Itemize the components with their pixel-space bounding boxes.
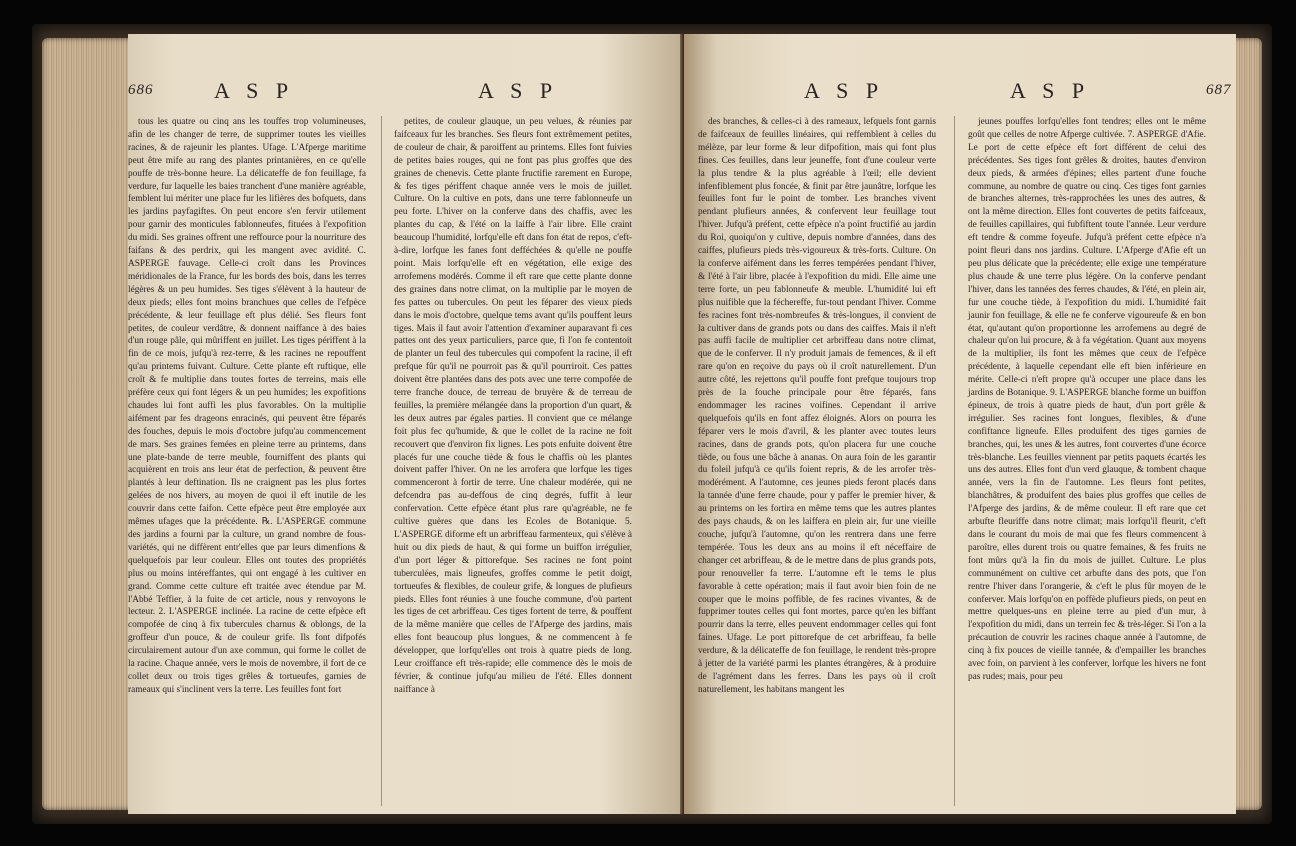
column-text: tous les quatre ou cinq ans les touffes trop volumineuses, afin de les changer de terre, de supprimer toutes les vieilles racines, & de rajeunir les plantes. Ufage. L'Afperge maritime peut être mife au rang des plantes printanières, en ce qu'elle pouffe de très-bonne heure. La délicateffe de fon feuillage, fa verdure, fur laquelle les baies tranchent d'une manière agréable, femblent lui mériter une place fur les lifières des bofquets, dans les jardins payfagiftes. On peut encore s'en fervir utilement pour garnir des monticules fablonneufes, fituées à l'expofition du midi. Ses graines offrent une reffource pour la nourriture des faifans & des perdrix, qui les mangent avec avidité. C. ASPERGE fauvage. Celle-ci croît dans les Provinces méridionales de la France, fur les bords des bois, dans les terres légères & un peu humides. Ses tiges s'élèvent à la hauteur de deux pieds; elles font moins branchues que celles de l'efpèce précédente, & leur feuillage eft plus délié. Ses fleurs font petites, de couleur verdâtre, & donnent naiffance à des baies d'un rouge pâle, qui mûriffent en juillet. Les tiges périffent à la fin de ce mois, jufqu'à rez-terre, & les racines ne repouffent qu'au printems fuivant. Culture. Cette plante eft ruftique, elle croît & fe multiplie dans toutes fortes de terreins, mais elle préfère ceux qui font légers & un peu humides; les expofitions chaudes lui font auffi les plus favorables. On la multiplie aifément par fes drageons enracinés, qui peuvent être féparés des fouches, depuis le mois d'octobre jufqu'au commencement de mars. Ses graines femées en pleine terre au printems, dans une plate-bande de terre meuble, fourniffent des plants qui acquièrent en trois ans leur état de perfection, & peuvent être plantés à leur deftination. Ils ne craignent pas les plus fortes gelées de nos hivers, au moyen de quoi il eft inutile de les couvrir dans cette faifon. Cette efpèce peut être employée aux mêmes ufages que la précédente. ℞. L'ASPERGE commune des jardins a fourni par la culture, un grand nombre de fous-variétés, qui ne diffèrent entr'elles que par leurs dimenfions & quelquefois par leur couleur. Elles ont toutes des propriétés plus ou moins intéreffantes, qui ont engagé à les cultiver en grand. Comme cette culture eft traitée avec étendue par M. l'Abbé Teffier, à la fuite de cet article, nous y renvoyons le lecteur. 2. L'ASPERGE inclinée. La racine de cette efpèce eft compofée de cinq à fix tubercules charnus & oblongs, de la groffeur d'un pouce, & de couleur grife. Ils font difpofés circulairement autour d'un axe commun, qui forme le collet de la racine. Chaque année, vers le mois de novembre, il fort de ce collet deux ou trois tiges grêles & tortueufes, garnies de rameaux qui s'inclinent vers la terre. Les feuilles font fort (128, 117, 366, 695)
column-text: jeunes pouffes lorfqu'elles font tendres; elles ont le même goût que celles de notre Afperge cultivée. 7. ASPERGE d'Afie. Le port de cette efpèce eft fort différent de celui des précédentes. Ses tiges font grêles & droites, hautes d'environ deux pieds, & armées d'épines; elles partent d'une fouche commune, au nombre de quatre ou cinq. Ces tiges font garnies de branches alternes, très-rapprochées les unes des autres, & ont la même direction. Elles font couvertes de petits faifceaux, de feuilles capillaires, qui fubfiftent toute l'année. Leur verdure eft tendre & comme foyeufe. Jufqu'à préfent cette efpèce n'a point fleuri dans nos jardins. Culture. L'Afperge d'Afie eft un peu plus délicate que la précédente; elle exige une température plus chaude & une terre plus légère. On la conferve pendant l'hiver, dans les tannées des ferres chaudes, & l'été, en plein air, fur une couche tiède, à l'expofition du midi. L'humidité fait jaunir fon feuillage, & elle ne fe conferve vigoureufe & en bon état, qu'autant qu'on proportionne les arrofemens au degré de chaleur qu'on lui procure, & à fa végétation. Quant aux moyens de la multiplier, ils font les mêmes que ceux de l'efpèce précédente, à laquelle cependant elle eft bien inférieure en mérite. Celle-ci n'eft propre qu'à occuper une place dans les jardins de Botanique. 9. L'ASPERGE blanche forme un buiffon épineux, de trois à quatre pieds de haut, d'un port grêle & irrégulier. Ses racines font longues, flexibles, & d'une confiftance ligneufe. Elles produifent des tiges garnies de branches, qui, les unes & les autres, font couvertes d'une écorce très-blanche. Les feuilles viennent par petits paquets écartés les uns des autres. Elles font d'un verd glauque, & tombent chaque année, vers la fin de l'automne. Les fleurs font petites, blanchâtres, & produifent des baies plus groffes que celles de l'Afperge des jardins, & de même couleur. Il eft rare que cet arbufte fleuriffe dans notre climat; mais lorfqu'il fleurit, c'eft dans le courant du mois de mai que fes fleurs commencent à paroître, elles durent trois ou quatre femaines, & fes fruits ne font mûrs qu'à la fin du mois de juillet. Culture. Le plus communément on cultive cet arbufte dans des pots, que l'on rentre l'hiver dans l'orangerie, & c'eft le plus fûr moyen de le conferver. Mais lorfqu'on en poffède plufieurs pieds, on peut en mettre quelques-uns en pleine terre au pied d'un mur, à l'expofition du midi, dans un terrein fec & très-léger. Si l'on a la précaution de couvrir les racines chaque année à l'automne, de cinq à fix pouces de vieille tannée, & d'empailler les branches avec foin, on parvient à les conferver, lorfque les hivers ne font pas rudes; mais, pour peu (968, 117, 1206, 682)
page-number-right: 687 (1206, 82, 1232, 98)
running-head-left-2: A S P (478, 78, 559, 103)
column-text: petites, de couleur glauque, un peu velues, & réunies par faifceaux fur les branches. Ses fleurs font extrêmement petites, de couleur de chair, & paroiffent au printems. Elles font fuivies de petites baies rouges, qui ne font pas plus groffes que des graines de chenevis. Cette plante fructifie rarement en Europe, & fes tiges périffent chaque année vers le mois de juillet. Culture. On la cultive en pots, dans une terre fablonneufe un peu forte. L'hiver on la conferve dans des chaffis, avec les plantes du cap, & l'été on la laiffe à l'air libre. Elle craint beaucoup l'humidité, lorfqu'elle eft dans fon état de repos, c'eft-à-dire, lorfque les fanes font defféchées & qu'elle ne pouffe point. Mais lorfqu'elle eft en végétation, elle exige des arrofemens modérés. Comme il eft rare que cette plante donne des graines dans notre climat, on la multiplie par le moyen de fes pattes ou tubercules. On peut les féparer des vieux pieds dans le mois d'octobre, quelque tems avant qu'ils pouffent leurs tiges. Mais il faut avoir l'attention d'examiner auparavant fi ces pattes ont des yeux particuliers, parce que, fi l'on fe contentoit de planter un feul des tubercules qui compofent la racine, il eft prefque fûr qu'il ne pourroit pas & qu'il pourriroit. Ces pattes doivent être plantées dans des pots avec une terre compofée de terre franche douce, de terreau de bruyère & de terreau de feuilles, la première mélangée dans la proportion d'un quart, & les deux autres par égales parties. Il convient que ce mélange foit plus fec qu'humide, & que le collet de la racine ne foit recouvert que d'environ fix lignes. Les pots enfuite doivent être placés fur une couche tiède & fous le chaffis où les plantes doivent paffer l'hiver. On ne les arrofera que lorfque les tiges commenceront à fortir de terre. Une chaleur modérée, qui ne defcendra pas au-deffous de cinq degrés, fuffit à leur confervation. Cette efpèce étant plus rare qu'agréable, ne fe cultive guères que dans les Ecoles de Botanique. 5. L'ASPERGE diforme eft un arbriffeau farmenteux, qui s'élève à huit ou dix pieds de haut, & qui forme un buiffon irrégulier, d'un port léger & pittorefque. Ses racines ne font point tuberculées, mais ligneufes, groffes comme le petit doigt, tortueufes & flexibles, de couleur grife, & longues de plufieurs pieds. Elles font réunies à une fouche commune, d'où partent les tiges de cet arbriffeau. Ces tiges fortent de terre, & pouffent de la même manière que celles de l'Afperge des jardins, mais elles font beaucoup plus longues, & ne commencent à fe développer, que lorfqu'elles ont trois à quatre pieds de long. Leur croiffance eft très-rapide; elle commence dès le mois de février, & continue jufqu'au milieu de l'été. Elles donnent naiffance à (394, 117, 632, 695)
right-page-column-2 (968, 116, 1206, 684)
column-rule (381, 116, 382, 806)
running-head-right-1: A S P (804, 78, 885, 103)
page-number-left: 686 (128, 82, 154, 98)
column-rule (954, 116, 955, 806)
running-head-left-1: A S P (214, 78, 295, 103)
page-edges-left (42, 38, 134, 810)
right-page (684, 34, 1236, 814)
right-page-column-1 (698, 116, 936, 697)
open-book (32, 24, 1272, 824)
left-page-column-2 (394, 116, 632, 697)
left-page-column-1 (128, 116, 366, 697)
running-head-right-2: A S P (1010, 78, 1091, 103)
column-text: des branches, & celles-ci à des rameaux, lefquels font garnis de faifceaux de feuilles linéaires, qui reffemblent à celles du mélèze, par leur forme & leur difpofition, mais qui font plus fines. Ces feuilles, dans leur jeuneffe, font d'une couleur verte la plus tendre & la plus agréable à l'œil; elle devient infenfiblement plus foncée, & finit par être jaunâtre, lorfque les feuilles font fur le point de tomber. Les branches vivent pendant plufieurs années, & confervent leur feuillage tout l'hiver. Jufqu'à préfent, cette efpèce n'a point fructifié au jardin du Roi, quoiqu'on y cultive, depuis nombre d'années, dans des caiffes, plufieurs pieds très-vigoureux & très-forts. Culture. On la conferve aifément dans les ferres tempérées pendant l'hiver, & l'été à l'air libre, placée à l'expofition du midi. Elle aime une terre forte, un peu fablonneufe & meuble. L'humidité lui eft plus nuifible que la féchereffe, fur-tout pendant l'hiver. Comme fes racines font très-nombreufes & très-longues, il convient de la cultiver dans de grands pots ou dans des caiffes. Mais il n'eft pas auffi facile de multiplier cet arbriffeau dans notre climat, que de le conferver. Il n'y produit jamais de femences, & il eft rare qu'on en reçoive du pays où il croît naturellement. D'un autre côté, les rejettons qu'il pouffe font prefque toujours trop près de la fouche principale pour être féparés, fans endommager les racines voifines. Cependant il arrive quelquefois qu'ils en font affez éloignés. Alors on pourra les féparer vers le mois d'avril, & les planter avec toutes leurs racines, dans de grands pots, qu'on placera fur une couche tiède, ou fous une bâche à ananas. On aura foin de les garantir du foleil jufqu'à ce qu'ils foient repris, & de les arrofer très-modérément. A l'automne, ces jeunes pieds feront placés dans la tannée d'une ferre chaude, pour y paffer le premier hiver, & au printems on les fortira en même tems que les autres plantes des pays chauds, & on les laiffera en plein air, fur une vieille couche, jufqu'à l'automne, qu'on les rentrera dans une ferre tempérée. Tous les deux ans au moins il eft néceffaire de changer cet arbriffeau, & de le mettre dans de plus grands pots, pour renouveller fa terre. L'automne eft le tems le plus favorable à cette opération; mais il faut avoir bien foin de ne couper que le moins poffible, de fes racines vivantes, & de fupprimer toutes celles qui font mortes, parce qu'en les biffant pourrir dans la terre, elles peuvent endommager celles qui font faines. Ufage. Le port pittorefque de cet arbriffeau, fa belle verdure, & la délicateffe de fon feuillage, le rendent très-propre à jetter de la variété parmi les plantes étrangères, & à produire de l'agrément dans les ferres. Dans les pays où il croît naturellement, les habitans mangent les (698, 117, 936, 695)
left-page (128, 34, 684, 814)
